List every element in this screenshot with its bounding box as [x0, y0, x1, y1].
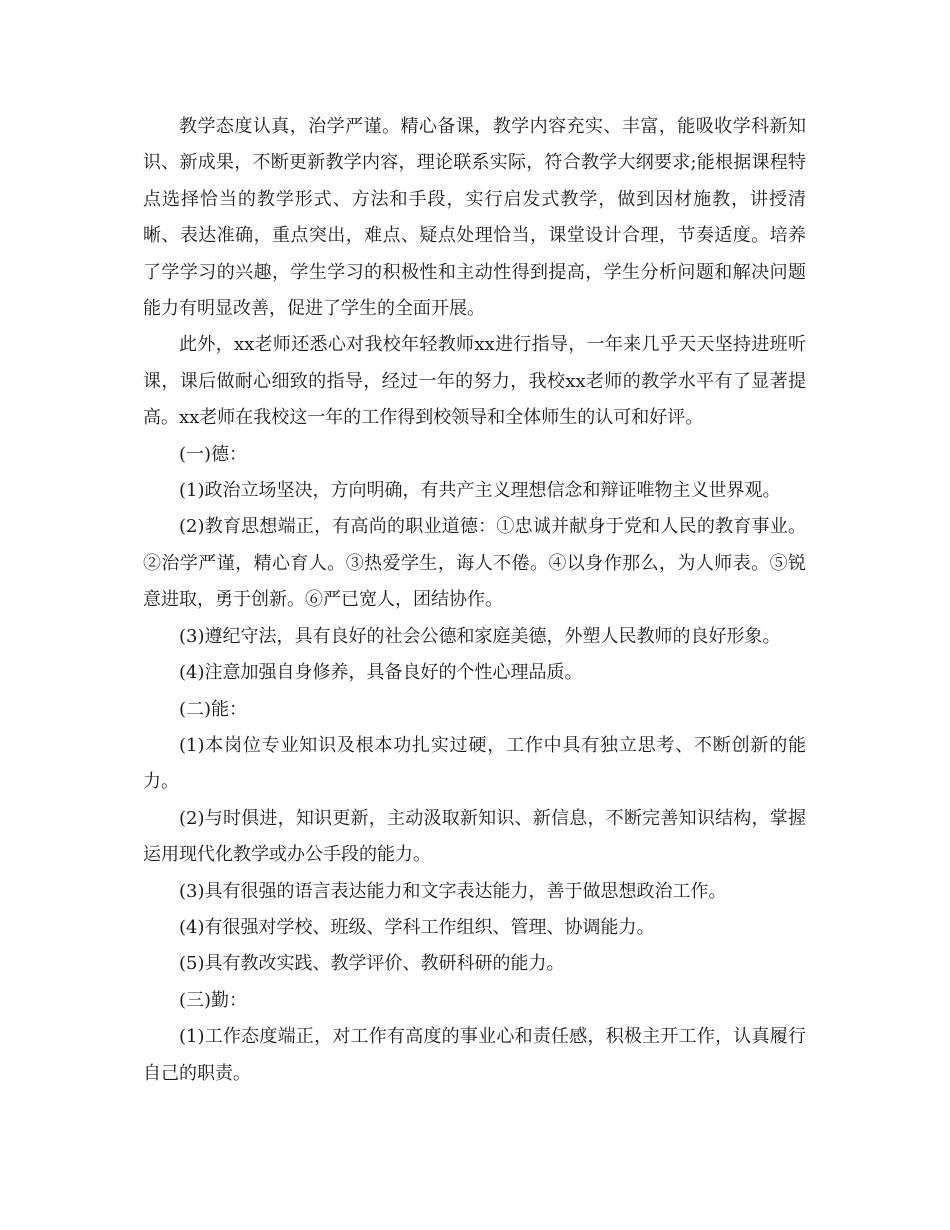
list-item-ability-5: (5)具有教改实践、教学评价、教研科研的能力。	[179, 953, 565, 975]
list-item-ability-4: (4)有很强对学校、班级、学科工作组织、管理、协调能力。	[179, 916, 655, 938]
section-heading-ability: (二)能：	[179, 698, 248, 720]
section-heading-diligence: (三)勤：	[179, 989, 248, 1011]
document-body	[143, 109, 806, 1092]
list-item-ability-3: (3)具有很强的语言表达能力和文字表达能力，善于做思想政治工作。	[179, 880, 727, 902]
list-item-morality-4: (4)注意加强自身修养，具备良好的个性心理品质。	[179, 662, 583, 684]
paragraph-mentoring: 此外，xx老师还悉心对我校年轻教师xx进行指导，一年来几乎天天坚持进班听课，课后做耐心细致的指导，经过一年的努力，我校xx老师的教学水平有了显著提高。xx老师在我校这一年的工作得到校领导和全体师生的认可和好评。	[143, 334, 806, 429]
list-item-ability-2: (2)与时俱进，知识更新，主动汲取新知识、新信息，不断完善知识结构，掌握运用现代化教学或办公手段的能力。	[143, 807, 806, 866]
list-item-morality-3: (3)遵纪守法，具有良好的社会公德和家庭美德，外塑人民教师的良好形象。	[179, 625, 781, 647]
paragraph-teaching-attitude: 教学态度认真，治学严谨。精心备课，教学内容充实、丰富，能吸收学科新知识、新成果，不断更新教学内容，理论联系实际，符合教学大纲要求;能根据课程特点选择恰当的教学形式、方法和手段，实行启发式教学，做到因材施教，讲授清晰、表达准确，重点突出，难点、疑点处理恰当，课堂设计合理，节奏适度。培养了学学习的兴趣，学生学习的积极性和主动性得到提高，学生分析问题和解决问题能力有明显改善，促进了学生的全面开展。	[143, 116, 806, 320]
list-item-morality-2: (2)教育思想端正，有高尚的职业道德：①忠诚并献身于党和人民的教育事业。②治学严谨，精心育人。③热爱学生，诲人不倦。④以身作那么，为人师表。⑤锐意进取，勇于创新。⑥严已宽人，团结协作。	[143, 516, 806, 611]
list-item-morality-1: (1)政治立场坚决，方向明确，有共产主义理想信念和辩证唯物主义世界观。	[179, 480, 781, 502]
list-item-ability-1: (1)本岗位专业知识及根本功扎实过硬，工作中具有独立思考、不断创新的能力。	[143, 734, 806, 793]
section-heading-morality: (一)德：	[179, 443, 248, 465]
list-item-diligence-1: (1)工作态度端正，对工作有高度的事业心和责任感，积极主开工作，认真履行自己的职责。	[143, 1026, 806, 1084]
